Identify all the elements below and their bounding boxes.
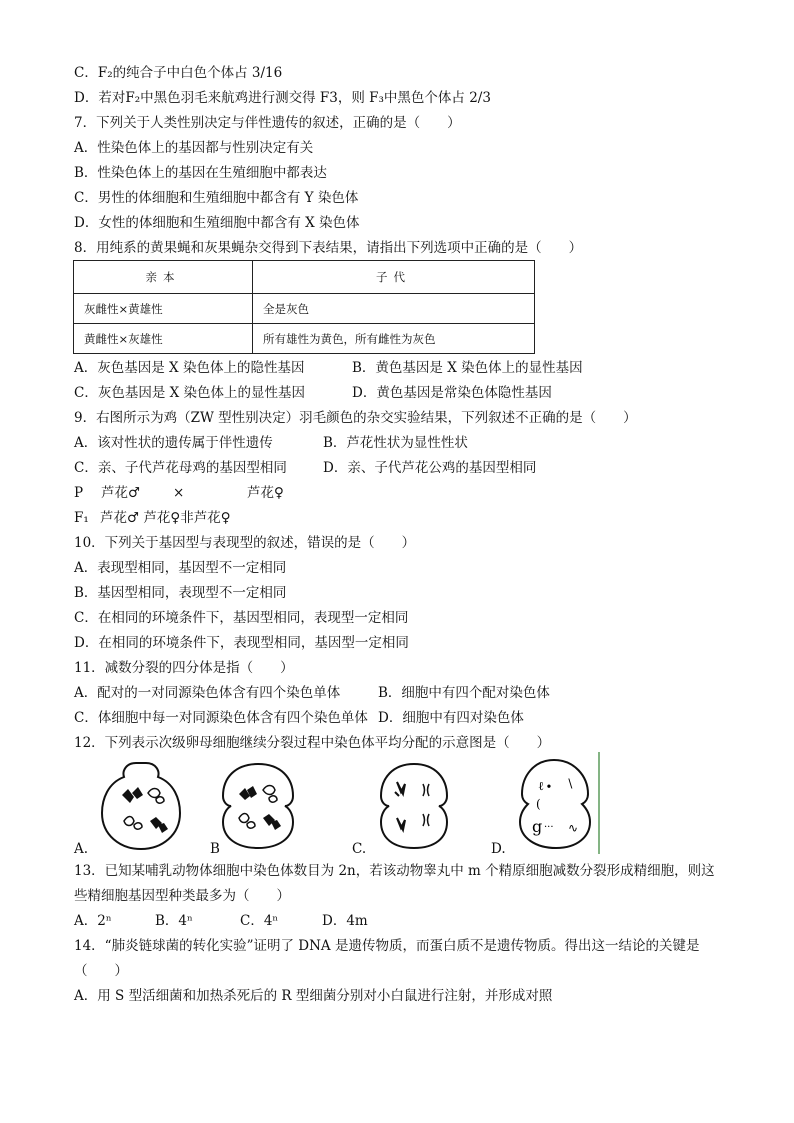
cell-diagram-a	[96, 755, 186, 853]
q13-stem-line1: 13．已知某哺乳动物体细胞中染色体数目为 2n，若该动物睾丸中 m 个精原细胞减数分裂形成精细胞，则这	[74, 863, 715, 879]
q7-option-d: D．女性的体细胞和生殖细胞中都含有 X 染色体	[74, 215, 360, 231]
q8-option-c: C．灰色基因是 X 染色体上的显性基因	[74, 385, 306, 401]
q7-option-c: C．男性的体细胞和生殖细胞中都含有 Y 染色体	[74, 190, 359, 206]
svg-text:g: g	[532, 817, 543, 836]
q9-option-b: B．芦花性状为显性性状	[323, 435, 468, 451]
table-cell: 全是灰色	[253, 294, 535, 324]
q14-stem-line2: （ ）	[74, 963, 128, 979]
svg-text:∙: ∙	[546, 779, 552, 793]
table-row	[74, 324, 535, 354]
table-row	[74, 294, 535, 324]
svg-text:ℓ: ℓ	[538, 779, 544, 793]
q11-option-a: A．配对的一对同源染色体含有四个染色单体	[74, 685, 341, 701]
q9-option-d: D．亲、子代芦花公鸡的基因型相同	[323, 460, 537, 476]
q12-label-c: C.	[352, 841, 367, 857]
q9-stem: 9．右图所示为鸡（ZW 型性别决定）羽毛颜色的杂交实验结果，下列叙述不正确的是（ ）	[74, 410, 637, 426]
svg-text:···: ···	[544, 822, 554, 833]
q11-option-d: D．细胞中有四对染色体	[378, 710, 524, 726]
q14-stem-line1: 14．“肺炎链球菌的转化实验”证明了 DNA 是遗传物质，而蛋白质不是遗传物质。得出这一结论的关键是	[74, 938, 700, 954]
cell-diagram-c	[373, 758, 455, 853]
q8-option-b: B．黄色基因是 X 染色体上的显性基因	[352, 360, 583, 376]
q9-cross-symbol: ×	[173, 485, 185, 501]
q7-stem: 7．下列关于人类性别决定与伴性遗传的叙述，正确的是（ ）	[74, 115, 461, 131]
q13-stem-line2: 些精细胞基因型种类最多为（ ）	[74, 888, 290, 904]
q10-option-a: A．表现型相同，基因型不一定相同	[74, 560, 287, 576]
q12-stem: 12．下列表示次级卵母细胞继续分裂过程中染色体平均分配的示意图是（ ）	[74, 735, 551, 751]
q10-stem: 10．下列关于基因型与表现型的叙述，错误的是（ ）	[74, 535, 416, 551]
q9-p-male: 芦花♂	[101, 485, 141, 501]
table-cell: 黄雌性×灰雄性	[74, 324, 253, 354]
q9-p-female: 芦花♀	[247, 485, 284, 501]
q10-option-d: D．在相同的环境条件下，表现型相同，基因型一定相同	[74, 635, 409, 651]
q11-option-b: B．细胞中有四个配对染色体	[378, 685, 550, 701]
q13-option-a: A．2ⁿ	[74, 913, 112, 929]
q12-label-a: A.	[74, 841, 89, 857]
q8-option-a: A．灰色基因是 X 染色体上的隐性基因	[74, 360, 305, 376]
q8-cross-table	[73, 260, 535, 354]
q7-option-a: A．性染色体上的基因都与性别决定有关	[74, 140, 314, 156]
q12-label-d: D.	[491, 841, 506, 857]
table-cell: 所有雄性为黄色，所有雌性为灰色	[253, 324, 535, 354]
svg-text:(: (	[536, 797, 541, 811]
q13-option-b: B．4ⁿ	[155, 913, 193, 929]
q12-label-b: B	[210, 841, 220, 857]
q10-option-b: B．基因型相同，表现型不一定相同	[74, 585, 287, 601]
q7-option-b: B．性染色体上的基因在生殖细胞中都表达	[74, 165, 327, 181]
q9-option-c: C．亲、子代芦花母鸡的基因型相同	[74, 460, 287, 476]
q6-option-d: D．若对F₂中黑色羽毛来航鸡进行测交得 F3，则 F₃中黑色个体占 2/3	[74, 90, 491, 106]
q9-f1-label: F₁	[74, 510, 89, 526]
cell-diagram-d	[510, 752, 602, 854]
q9-option-a: A．该对性状的遗传属于伴性遗传	[74, 435, 273, 451]
cell-diagram-b	[217, 758, 299, 853]
q13-option-d: D．4m	[322, 913, 368, 929]
q9-f1-text: 芦花♂ 芦花♀非芦花♀	[100, 510, 231, 526]
table-header-row	[74, 261, 535, 294]
table-cell: 灰雌性×黄雄性	[74, 294, 253, 324]
q14-option-a: A．用 S 型活细菌和加热杀死后的 R 型细菌分别对小白鼠进行注射，并形成对照	[74, 988, 553, 1004]
svg-text:∿: ∿	[568, 821, 579, 835]
q9-p-label: P	[74, 485, 84, 501]
table-header-offspring: 子代	[253, 261, 535, 294]
q6-option-c: C．F₂的纯合子中白色个体占 3/16	[74, 65, 283, 81]
q8-stem: 8．用纯系的黄果蝇和灰果蝇杂交得到下表结果，请指出下列选项中正确的是（ ）	[74, 240, 583, 256]
q8-option-d: D．黄色基因是常染色体隐性基因	[352, 385, 552, 401]
svg-text:∖: ∖	[566, 777, 574, 791]
q10-option-c: C．在相同的环境条件下，基因型相同，表现型一定相同	[74, 610, 409, 626]
table-header-parent: 亲本	[74, 261, 253, 294]
q11-option-c: C．体细胞中每一对同源染色体含有四个染色单体	[74, 710, 368, 726]
q11-stem: 11．减数分裂的四分体是指（ ）	[74, 660, 294, 676]
q13-option-c: C．4ⁿ	[240, 913, 279, 929]
